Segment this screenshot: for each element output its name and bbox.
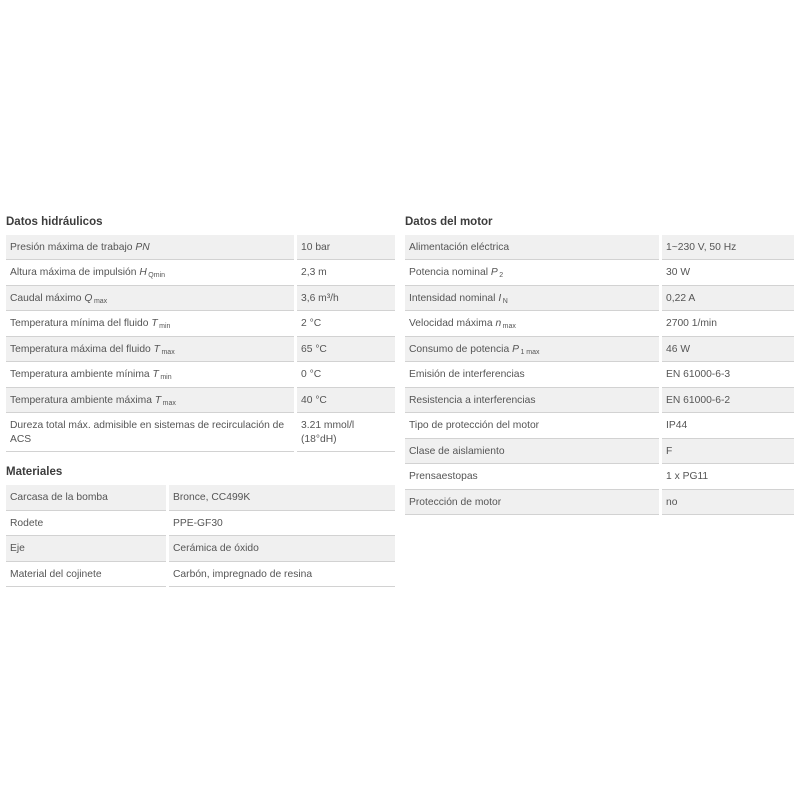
- spec-label-cell: [6, 562, 166, 588]
- spec-label: Emisión de interferencias: [409, 369, 525, 380]
- section-title-hydraulic: Datos hidráulicos: [6, 215, 103, 228]
- spec-symbol: Q: [84, 292, 93, 304]
- spec-value: EN 61000-6-2: [666, 394, 731, 406]
- spec-row: [405, 235, 794, 261]
- spec-value: 2700 1/min: [666, 318, 717, 329]
- spec-value: 2,3 m: [301, 267, 327, 278]
- spec-row: [405, 311, 794, 337]
- spec-label: Temperatura ambiente máxima: [10, 394, 152, 406]
- spec-row: [405, 464, 794, 490]
- spec-value: 65 °C: [301, 343, 327, 355]
- spec-subscript: 2: [499, 272, 504, 279]
- spec-row: [405, 388, 794, 414]
- spec-label-cell: [6, 511, 166, 537]
- spec-row: [6, 485, 395, 511]
- section-title-motor: Datos del motor: [405, 215, 493, 228]
- spec-label-cell: [6, 485, 166, 511]
- spec-label: Eje: [10, 543, 25, 554]
- spec-label-cell: [6, 337, 294, 363]
- spec-subscript: max: [502, 323, 516, 330]
- spec-label: Altura máxima de impulsión: [10, 267, 137, 278]
- spec-value: Bronce, CC499K: [173, 492, 251, 503]
- spec-value-cell: [297, 311, 395, 337]
- spec-row: [405, 286, 794, 312]
- spec-value-cell: [662, 439, 794, 465]
- spec-value-cell: [662, 413, 794, 439]
- spec-label: Caudal máximo: [10, 292, 82, 304]
- spec-label-cell: [405, 464, 659, 490]
- spec-row: [6, 260, 395, 286]
- spec-value: 3,6 m³/h: [301, 292, 339, 304]
- spec-row: [405, 362, 794, 388]
- spec-subscript: max: [162, 399, 176, 407]
- spec-value-cell: [662, 311, 794, 337]
- spec-label: Clase de aislamiento: [409, 445, 505, 457]
- spec-value-cell: [662, 235, 794, 261]
- spec-symbol: P: [490, 267, 498, 278]
- spec-label-cell: [6, 413, 294, 452]
- spec-symbol: T: [152, 369, 159, 380]
- spec-value-cell: [169, 562, 395, 588]
- spec-subscript: max: [93, 297, 108, 305]
- spec-value: 40 °C: [301, 394, 327, 406]
- spec-label: Intensidad nominal: [409, 292, 496, 304]
- spec-label: Velocidad máxima: [409, 318, 493, 329]
- spec-row: [6, 362, 395, 388]
- spec-value: Cerámica de óxido: [173, 543, 259, 554]
- spec-symbol: H: [139, 267, 147, 278]
- spec-value: no: [666, 496, 678, 508]
- spec-row: [6, 311, 395, 337]
- spec-label-cell: [6, 286, 294, 312]
- spec-label: Material del cojinete: [10, 568, 102, 580]
- spec-value-cell: [662, 337, 794, 363]
- spec-label: Temperatura ambiente mínima: [10, 369, 150, 380]
- spec-label: Potencia nominal: [409, 267, 488, 278]
- spec-value: 0,22 A: [666, 292, 696, 304]
- spec-label: Prensaestopas: [409, 471, 478, 482]
- spec-value: 10 bar: [301, 241, 331, 253]
- spec-label-cell: [405, 260, 659, 286]
- spec-value-cell: [297, 362, 395, 388]
- spec-value: 2 °C: [301, 318, 322, 329]
- spec-label: Temperatura mínima del fluido: [10, 318, 149, 329]
- spec-value: EN 61000-6-3: [666, 369, 731, 380]
- hydraulic-data-table: [6, 235, 395, 453]
- spec-label: Tipo de protección del motor: [409, 420, 540, 431]
- spec-label-cell: [6, 388, 294, 414]
- right-column: [405, 214, 794, 516]
- spec-label-cell: [6, 362, 294, 388]
- spec-label: Rodete: [10, 517, 44, 529]
- spec-label-cell: [405, 413, 659, 439]
- materials-table: [6, 485, 395, 587]
- spec-label: Resistencia a interferencias: [409, 394, 536, 406]
- spec-value: 0 °C: [301, 369, 322, 380]
- spec-row: [6, 235, 395, 261]
- spec-value: 3.21 mmol/l (18°dH): [301, 420, 355, 445]
- spec-subscript: N: [502, 297, 508, 305]
- spec-row: [405, 439, 794, 465]
- section-title-materials: Materiales: [6, 466, 63, 478]
- spec-symbol: I: [498, 292, 502, 304]
- spec-subscript: min: [160, 374, 172, 381]
- spec-value-cell: [662, 388, 794, 414]
- spec-value: IP44: [666, 420, 688, 431]
- spec-label-cell: [405, 362, 659, 388]
- spec-label: Carcasa de la bomba: [10, 492, 108, 503]
- spec-value-cell: [169, 536, 395, 562]
- spec-value-cell: [169, 485, 395, 511]
- spec-value-cell: [662, 490, 794, 516]
- spec-label-cell: [405, 311, 659, 337]
- spec-subscript: min: [159, 323, 171, 330]
- spec-value: 46 W: [666, 343, 691, 355]
- spec-value-cell: [662, 362, 794, 388]
- spec-label-cell: [405, 235, 659, 261]
- spec-symbol: P: [512, 343, 519, 355]
- spec-row: [6, 286, 395, 312]
- spec-label-cell: [405, 337, 659, 363]
- spec-label-cell: [6, 260, 294, 286]
- spec-symbol: PN: [135, 241, 150, 253]
- spec-label-cell: [6, 311, 294, 337]
- spec-value-cell: [297, 260, 395, 286]
- motor-data-table: [405, 235, 794, 516]
- spec-label-cell: [405, 439, 659, 465]
- spec-value-cell: [662, 286, 794, 312]
- spec-row: [6, 388, 395, 414]
- spec-row: [6, 562, 395, 588]
- spec-value: PPE-GF30: [173, 517, 223, 529]
- spec-label-cell: [405, 388, 659, 414]
- spec-symbol: T: [151, 318, 158, 329]
- spec-value-cell: [662, 260, 794, 286]
- spec-label-cell: [6, 235, 294, 261]
- spec-label-cell: [405, 286, 659, 312]
- left-column: [6, 214, 395, 588]
- spec-symbol: n: [495, 318, 502, 329]
- spec-value: 1~230 V, 50 Hz: [666, 241, 737, 253]
- spec-value-cell: [662, 464, 794, 490]
- spec-label: Alimentación eléctrica: [409, 241, 510, 253]
- spec-value-cell: [297, 413, 395, 452]
- spec-row: [405, 337, 794, 363]
- spec-symbol: T: [154, 394, 162, 406]
- spec-label: Consumo de potencia: [409, 343, 510, 355]
- spec-value-cell: [169, 511, 395, 537]
- spec-label-cell: [405, 490, 659, 516]
- spec-value-cell: [297, 337, 395, 363]
- spec-subscript: 1 max: [520, 348, 540, 356]
- spec-subscript: Qmin: [148, 272, 166, 279]
- spec-value: Carbón, impregnado de resina: [173, 568, 313, 580]
- spec-label: Dureza total máx. admisible en sistemas de recirculación de ACS: [10, 420, 285, 445]
- spec-value: 1 x PG11: [666, 471, 709, 482]
- spec-symbol: T: [153, 343, 160, 355]
- spec-value-cell: [297, 286, 395, 312]
- spec-row: [6, 536, 395, 562]
- spec-value: F: [666, 445, 673, 457]
- spec-value-cell: [297, 235, 395, 261]
- spec-label: Presión máxima de trabajo: [10, 241, 133, 253]
- spec-subscript: max: [161, 348, 175, 356]
- spec-value: 30 W: [666, 267, 691, 278]
- spec-row: [405, 260, 794, 286]
- spec-row: [6, 511, 395, 537]
- spec-label: Protección de motor: [409, 496, 502, 508]
- spec-label-cell: [6, 536, 166, 562]
- spec-row: [6, 413, 395, 452]
- spec-row: [6, 337, 395, 363]
- spec-value-cell: [297, 388, 395, 414]
- spec-label: Temperatura máxima del fluido: [10, 343, 151, 355]
- spec-row: [405, 490, 794, 516]
- spec-row: [405, 413, 794, 439]
